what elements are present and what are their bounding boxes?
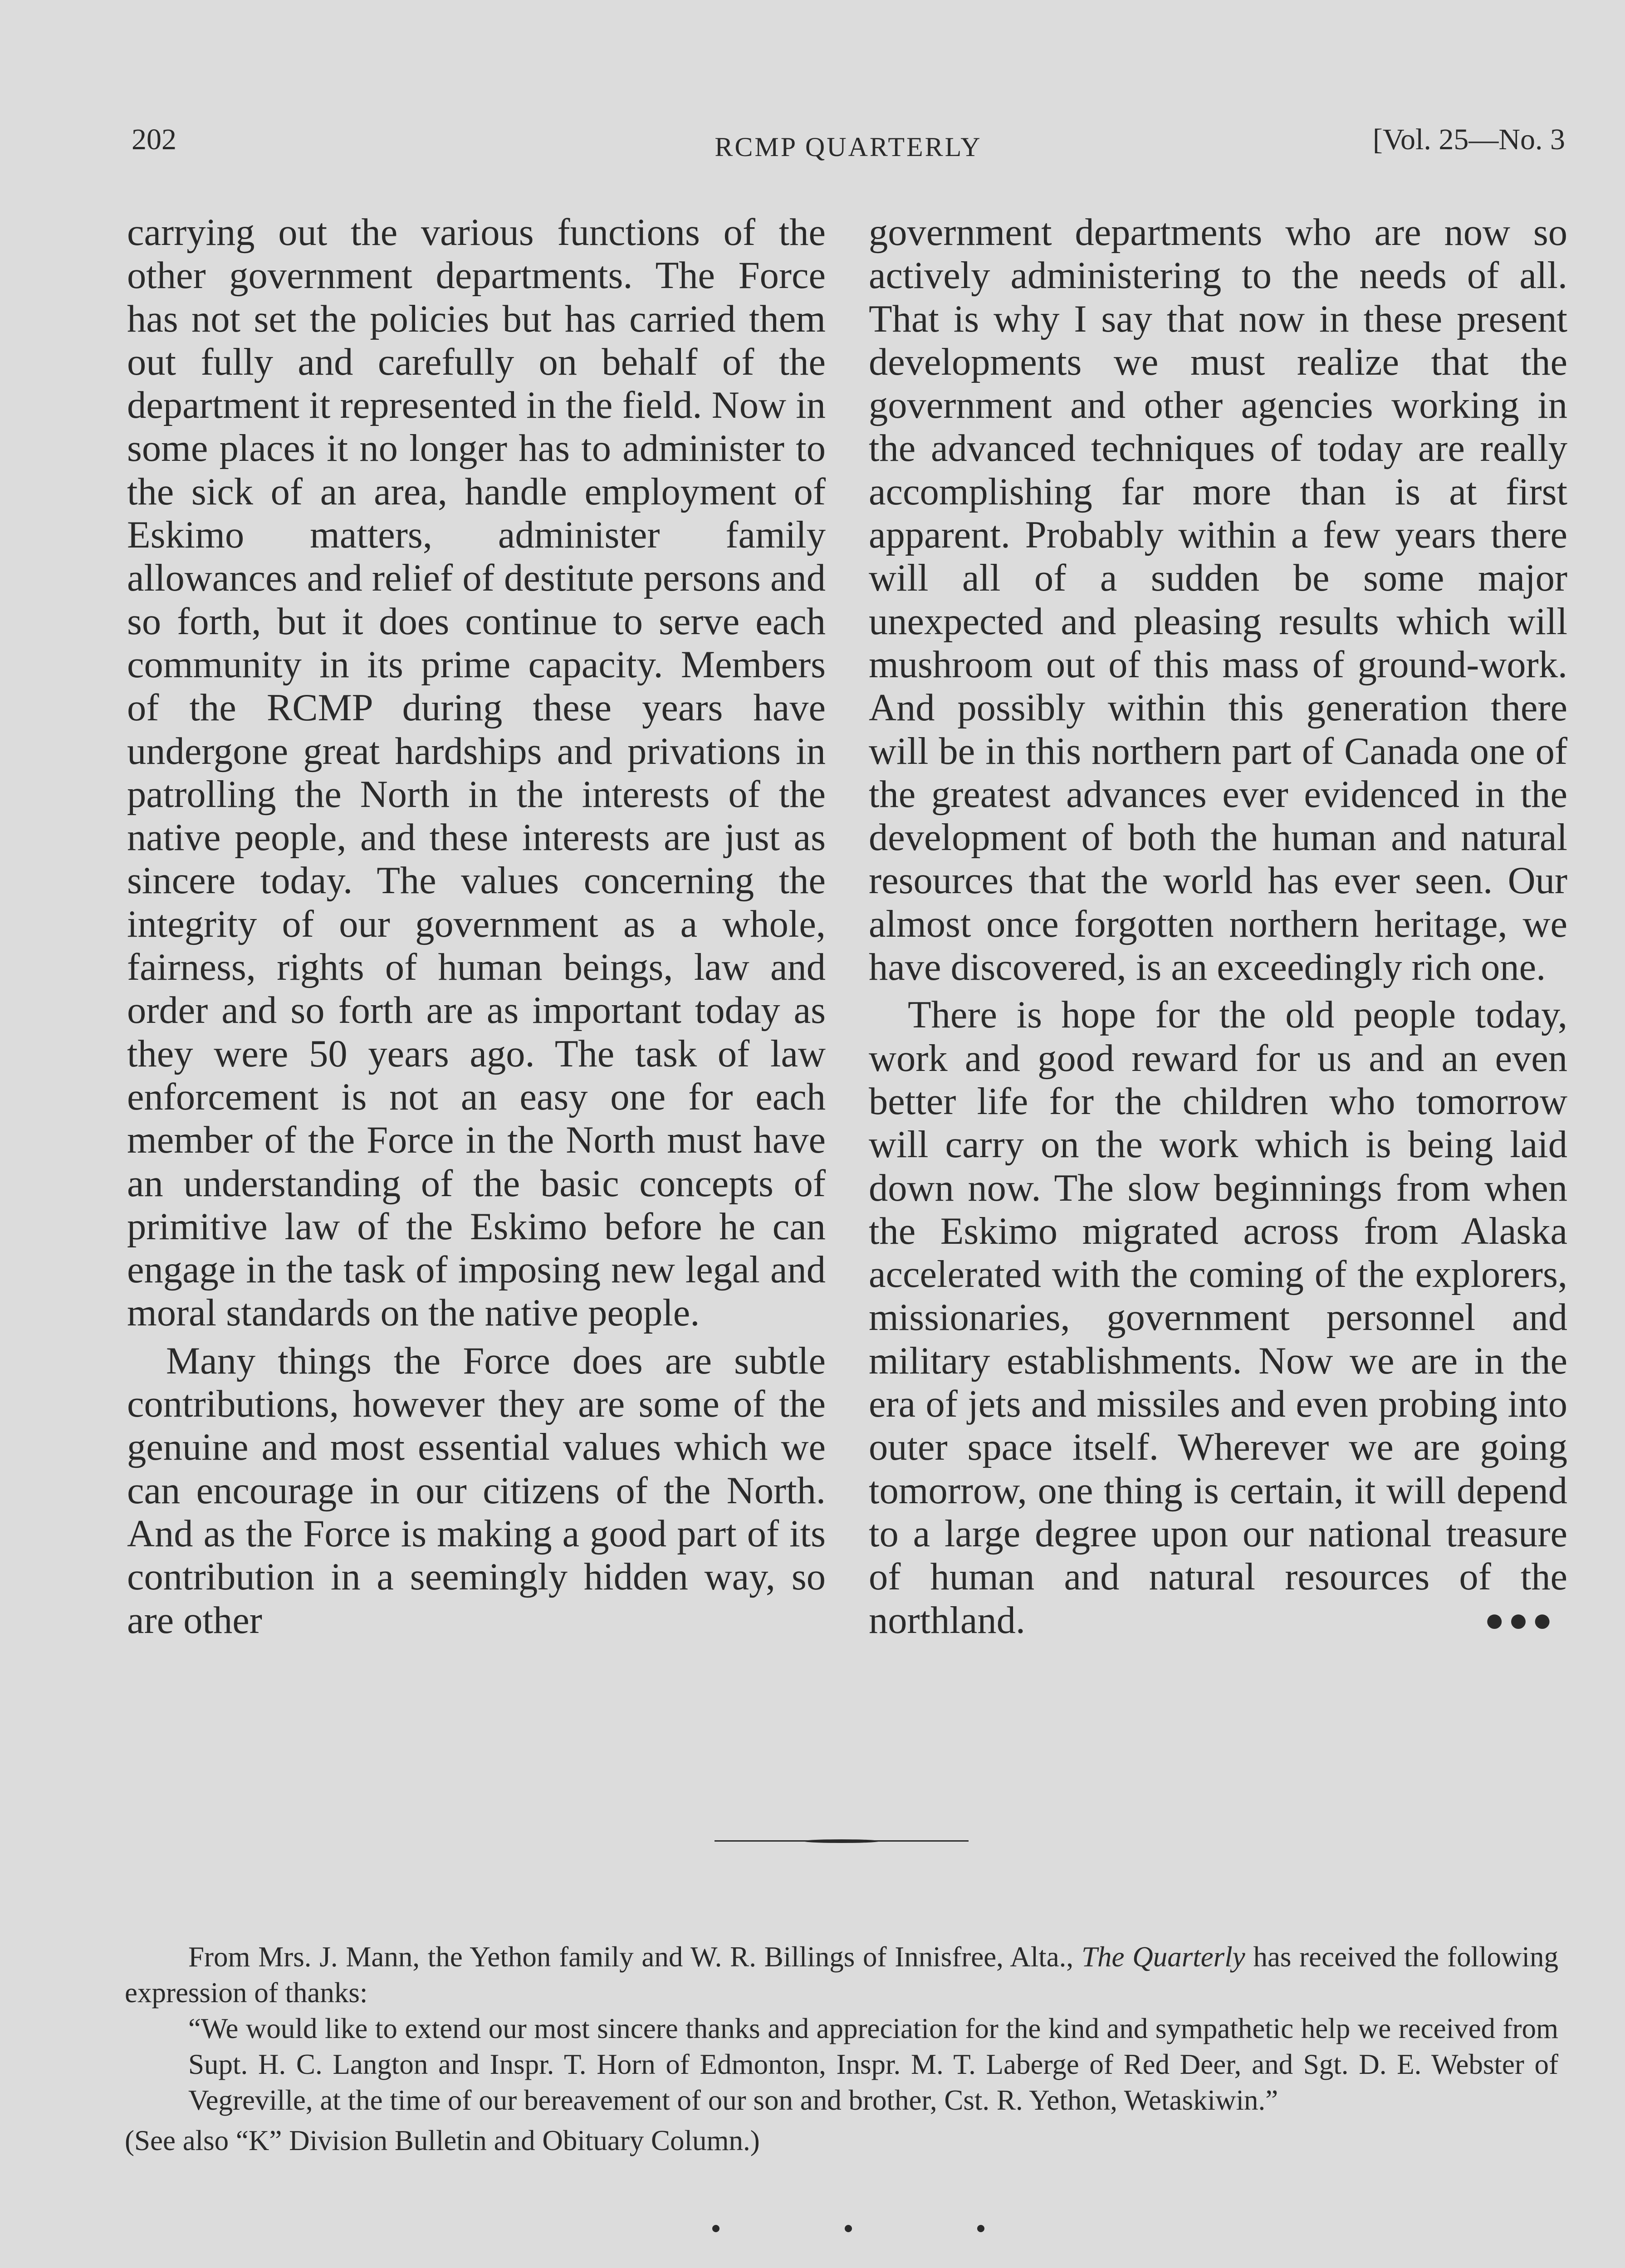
article-paragraph-text: There is hope for the old people today, work and good reward for us and an even better life for the children who tomorrow will carry on the work which is being laid down now. The slow beginnings from when the Eskimo migrated across from Alaska accelerated with the coming of the explorers, missionaries, government personnel and military establishments. Now we are in the era of jets and missiles and even probing into outer space itself. Wherever we are going tomorrow, one thing is certain, it will depend to a large degree upon our national treasure of human and natural resources of the northland. xyxy=(869,994,1567,1642)
article-body xyxy=(127,211,1567,1642)
thanks-quote: “We would like to extend our most sincere thanks and appreciation for the kind and sympathetic help we received from Supt. H. C. Langton and Inspr. T. Horn of Edmonton, Inspr. M. T. Laberge of Red Deer, and Sgt. D. E. Webster of Vegreville, at the time of our bereavement of our son and brother, Cst. R. Yethon, Wetaskiwin.” xyxy=(188,2013,1558,2116)
thanks-intro-after: has received the following expression of thanks: xyxy=(125,1941,1559,2009)
right-column xyxy=(869,211,1567,1642)
thanks-note xyxy=(125,1939,1558,2159)
article-paragraph-last xyxy=(869,993,1567,1642)
separator-dot xyxy=(845,2225,852,2232)
see-also-note: (See also “K” Division Bulletin and Obituary Column.) xyxy=(125,2125,760,2156)
page-header xyxy=(132,122,1565,168)
left-column xyxy=(127,211,826,1642)
running-head: RCMP QUARTERLY xyxy=(715,132,982,162)
separator-dot xyxy=(712,2225,720,2232)
article-paragraph: Many things the Force does are subtle contributions, however they are some of the genuine and most essential values which we can encourage in our citizens of the North. And as the Force is making a good part of its contribution in a seemingly hidden way, so are other xyxy=(127,1339,826,1642)
thanks-intro xyxy=(125,1939,1558,2011)
page-number: 202 xyxy=(132,123,176,156)
article-paragraph: carrying out the various functions of the other government departments. The Force has not set the policies but has carried them out fully and carefully on behalf of the department it represented in the field. Now in some places it no longer has to administer to the sick of an area, handle employment of Eskimo matters, administer family allowances and relief of destitute persons and so forth, but it does continue to serve each community in its prime capacity. Members of the RCMP during these years have undergone great hardships and privations in patrolling the North in the interests of the native people, and these interests are just as sincere today. The values concerning the integrity of our government as a whole, fairness, rights of human beings, law and order and so forth are as important today as they were 50 years ago. The task of law enforcement is not an easy one for each member of the Force in the North must have an understanding of the basic concepts of primitive law of the Eskimo before he can engage in the task of imposing new legal and moral standards on the native people. xyxy=(127,211,826,1334)
end-of-article-mark: ●●● xyxy=(1484,1601,1556,1639)
volume-reference: [Vol. 25—No. 3 xyxy=(1372,123,1565,156)
publication-name: The Quarterly xyxy=(1081,1941,1245,1973)
separator-dot xyxy=(977,2225,984,2232)
article-paragraph: government departments who are now so actively administering to the needs of all. That is why I say that now in these present developments we must realize that the government and other agencies working in the advanced techniques of today are really accomplishing far more than is at first apparent. Probably within a few years there will all of a sudden be some major unexpected and pleasing results which will mushroom out of this mass of ground-work. And possibly within this generation there will be in this northern part of Canada one of the greatest advances ever evidenced in the development of both the human and natural resources that the world has ever seen. Our almost once forgotten northern heritage, we have discovered, is an exceedingly rich one. xyxy=(869,211,1567,989)
note-separator-dots xyxy=(712,2225,984,2232)
section-divider xyxy=(715,1839,969,1842)
thanks-intro-before: From Mrs. J. Mann, the Yethon family and W. R. Billings of Innisfree, Alta., xyxy=(188,1941,1082,1973)
